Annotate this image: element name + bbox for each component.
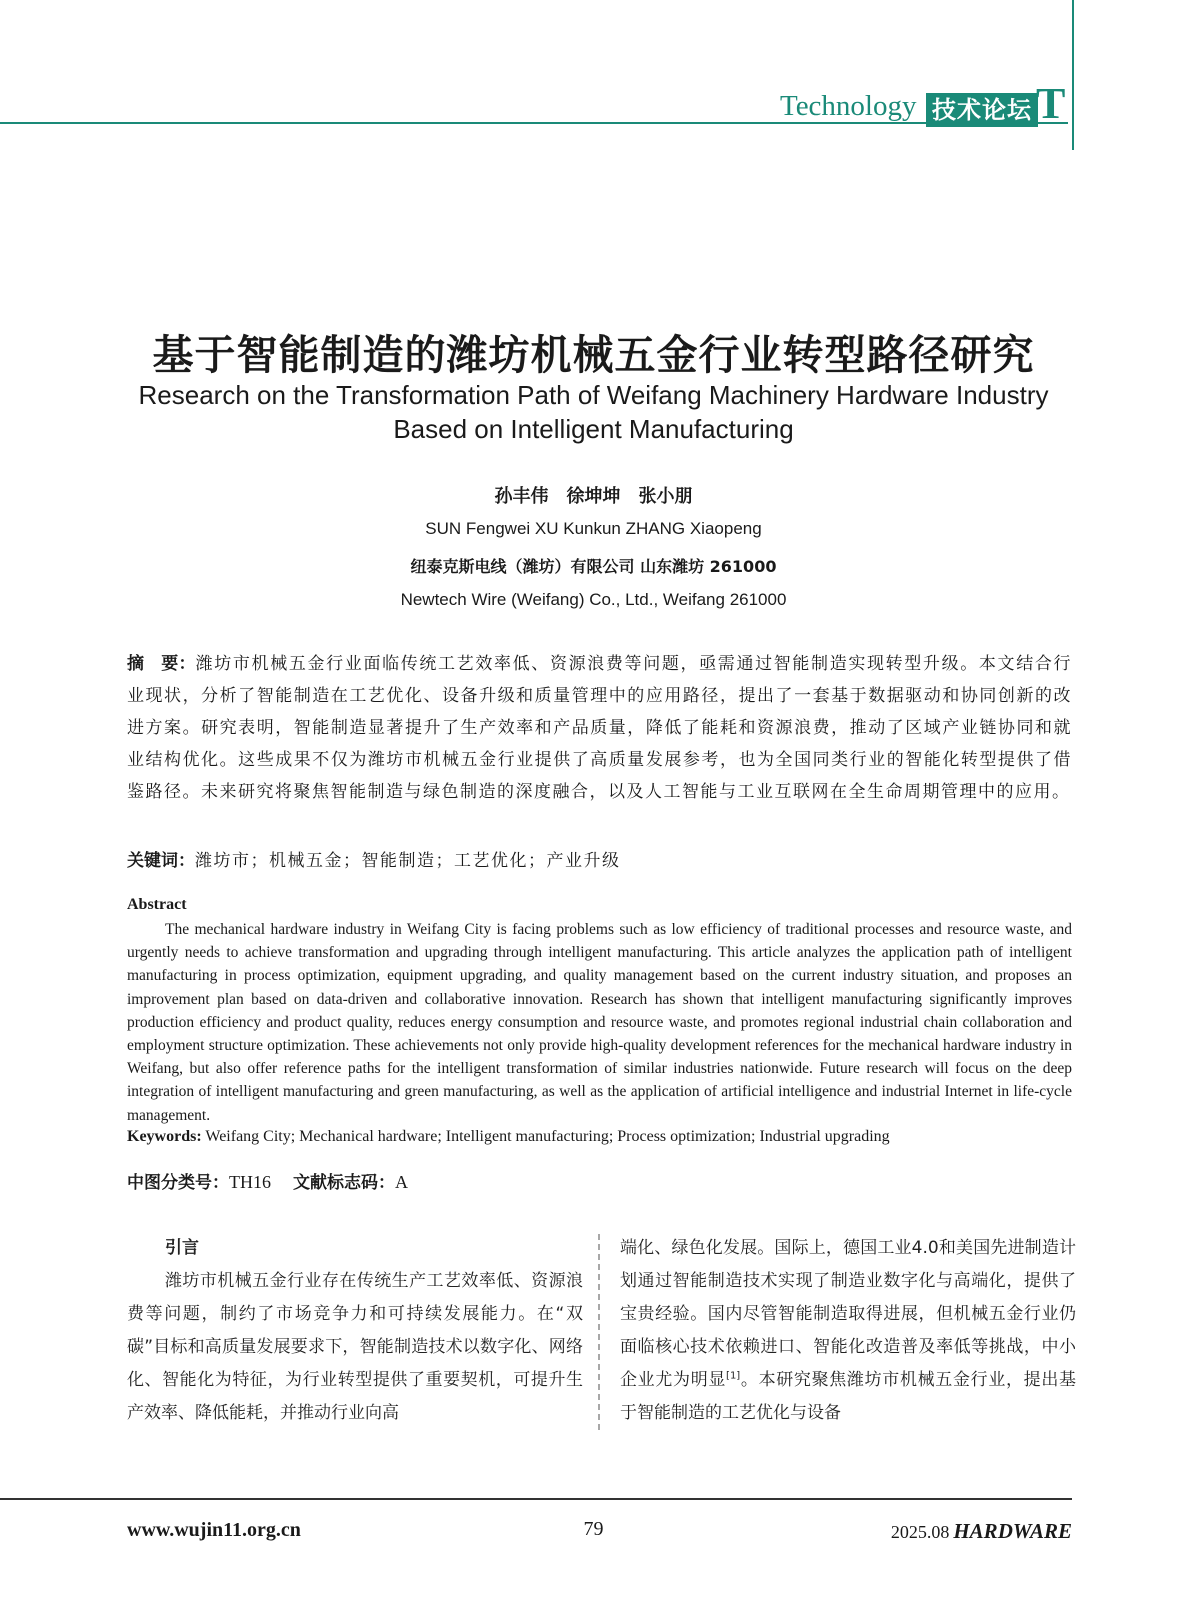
body-paragraph-right-part1: 端化、绿色化发展。国际上，德国工业4.0和美国先进制造计划通过智能制造技术实现了制造业数字化与高端化，提供了宝贵经验。国内尽管智能制造取得进展，但机械五金行业仍面临核心技术依赖进口、智能化改造普及率低等挑战，中小企业尤为明显 [620, 1238, 1076, 1390]
clc-value: TH16 [229, 1172, 271, 1192]
column-divider [598, 1234, 600, 1430]
footer-issue [891, 1519, 1072, 1544]
keywords-cn-text: 潍坊市；机械五金；智能制造；工艺优化；产业升级 [195, 851, 621, 871]
abstract-en-text: The mechanical hardware industry in Weifang City is facing problems such as low efficiency of traditional processes and resource waste, and urgently needs to achieve transformation and upgrading through intelligent manufacturing. This article analyzes the application path of intelligent manufacturing in process optimization, equipment upgrading, and quality management based on the current industry situation, and proposes an improvement plan based on data-driven and collaborative innovation. Research has shown that intelligent manufacturing significantly improves production efficiency and product quality, reduces energy consumption and resource waste, and promotes regional industrial chain collaboration and employment structure optimization. These achievements not only provide high-quality development references for the mechanical hardware industry in Weifang, but also offer reference paths for the intelligent transformation of similar industries nationwide. Future research will focus on the deep integration of intelligent manufacturing and green manufacturing, as well as the application of artificial intelligence and industrial Internet in life-cycle management. [127, 921, 1072, 1124]
page-number: 79 [583, 1518, 604, 1540]
section-label-en: Technology [780, 90, 917, 122]
keywords-cn-label: 关键词： [127, 851, 195, 871]
keywords-cn [127, 846, 621, 871]
title-en-line1: Research on the Transformation Path of Weifang Machinery Hardware Industry [138, 380, 1049, 410]
section-heading-introduction: 引言 [165, 1238, 199, 1258]
title-en-line2: Based on Intelligent Manufacturing [393, 414, 794, 444]
title-cn: 基于智能制造的潍坊机械五金行业转型路径研究 [152, 331, 1035, 379]
section-label-cn: 技术论坛 [926, 93, 1038, 127]
body-column-right [620, 1232, 1076, 1430]
affiliation-en: Newtech Wire (Weifang) Co., Ltd., Weifang 261000 [400, 590, 787, 609]
authors-cn: 孙丰伟 徐坤坤 张小朋 [494, 486, 693, 507]
body-column-left [127, 1232, 583, 1430]
classification-line [127, 1168, 408, 1193]
abstract-en-heading: Abstract [127, 896, 187, 913]
keywords-en-text: Weifang City; Mechanical hardware; Intelligent manufacturing; Process optimization; Industrial upgrading [205, 1128, 890, 1145]
authors-en: SUN Fengwei XU Kunkun ZHANG Xiaopeng [425, 519, 762, 538]
issue-number: 2025.08 [890, 1522, 950, 1542]
keywords-en [127, 1128, 890, 1146]
body-paragraph-left: 潍坊市机械五金行业存在传统生产工艺效率低、资源浪费等问题，制约了市场竞争力和可持续发展能力。在“双碳”目标和高质量发展要求下，智能制造技术以数字化、网络化、智能化为特征，为行业转型提供了重要契机，可提升生产效率、降低能耗，并推动行业向高 [127, 1271, 583, 1423]
abstract-cn-label: 摘 要： [127, 654, 196, 674]
keywords-en-label: Keywords: [127, 1128, 202, 1145]
magazine-name: HARDWARE [953, 1519, 1072, 1543]
abstract-cn-text: 潍坊市机械五金行业面临传统工艺效率低、资源浪费等问题，亟需通过智能制造实现转型升级。本文结合行业现状，分析了智能制造在工艺优化、设备升级和质量管理中的应用路径，提出了一套基于数据驱动和协同创新的改进方案。研究表明，智能制造显著提升了生产效率和产品质量，降低了能耗和资源浪费，推动了区域产业链协同和就业结构优化。这些成果不仅为潍坊市机械五金行业提供了高质量发展参考，也为全国同类行业的智能化转型提供了借鉴路径。未来研究将聚焦智能制造与绿色制造的深度融合，以及人工智能与工业互联网在全生命周期管理中的应用。 [127, 654, 1073, 802]
clc-label: 中图分类号： [127, 1173, 229, 1193]
citation-ref-1[interactable]: [1] [726, 1370, 741, 1382]
body-paragraph-right-part2: 。本研究聚焦潍坊市机械五金行业，提出基于智能制造的工艺优化与设备 [620, 1370, 1077, 1423]
abstract-cn [127, 648, 1072, 808]
doc-code-value: A [395, 1172, 408, 1192]
title-en [0, 378, 1187, 446]
footer-rule [0, 1498, 1072, 1500]
affiliation-cn: 纽泰克斯电线（潍坊）有限公司 山东潍坊 261000 [410, 557, 777, 576]
section-letter-logo: T [1036, 79, 1066, 128]
header-vertical-rule [1072, 0, 1074, 150]
doc-code-label: 文献标志码： [293, 1173, 395, 1193]
footer-website: www.wujin11.org.cn [127, 1519, 301, 1541]
